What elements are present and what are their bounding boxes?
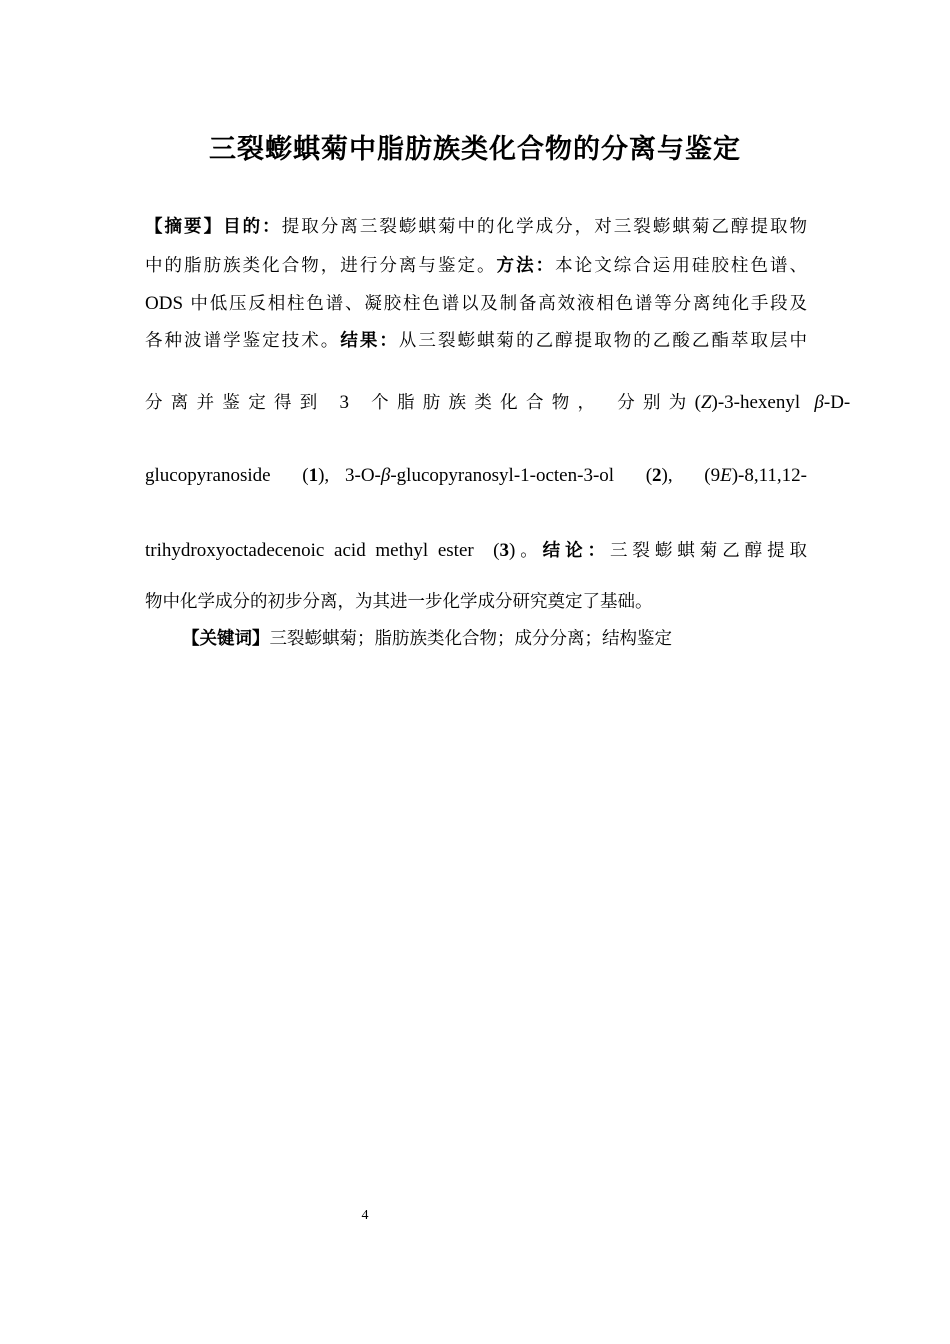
abstract-line-8 (145, 588, 807, 616)
abstract-line-7: trihydroxyoctadecenoic acid methyl ester (3)。结论：三裂蟛蜞菊乙醇提取 (145, 540, 808, 561)
result-text-b: 分离并鉴定得到 3 个脂肪族类化合物， 分别为 (145, 392, 695, 413)
compound-3-part-b: trihydroxyoctadecenoic acid methyl ester (3) (145, 540, 516, 561)
abstract-line-4 (145, 327, 807, 355)
abstract-line-5 (145, 389, 851, 417)
purpose-text-a: 提取分离三裂蟛蜞菊中的化学成分，对三裂蟛蜞菊乙醇提取物 (281, 217, 808, 237)
method-text-b: ODS 中低压反相柱色谱、凝胶柱色谱以及制备高效液相色谱等分离纯化手段及 (145, 293, 807, 314)
keywords-line (182, 625, 844, 653)
abstract-line-3 (145, 290, 807, 318)
abstract-label: 【摘要】 (145, 217, 224, 237)
keywords-label: 【关键词】 (182, 629, 270, 649)
method-text-a: 本论文综合运用硅胶柱色谱、 (555, 256, 808, 276)
method-text-c: 各种波谱学鉴定技术。 (145, 331, 341, 351)
compound-1-part-a: (Z)-3-hexenyl β-D- (694, 392, 851, 413)
result-label: 结果： (340, 331, 399, 351)
conclusion-label: 结论： (542, 541, 610, 561)
conclusion-text-b: 物中化学成分的初步分离，为其进一步化学成分研究奠定了基础。 (145, 592, 653, 612)
abstract-line-2 (145, 252, 807, 280)
abstract-line-6 (145, 462, 807, 490)
compound-1-part-b: glucopyranoside (1), 3-O-β-glucopyranosyl-1-octen-3-ol (2), (9E)-8,11,12- (145, 465, 808, 486)
page-number: 4 (361, 1208, 369, 1223)
abstract-line-1 (145, 213, 807, 241)
purpose-text-b: 中的脂肪族类化合物，进行分离与鉴定。 (145, 256, 497, 276)
page-title: 三裂蟛蜞菊中脂肪族类化合物的分离与鉴定 (209, 134, 741, 165)
result-text-a: 从三裂蟛蜞菊的乙醇提取物的乙酸乙酯萃取层中 (398, 331, 808, 351)
keywords-text: 三裂蟛蜞菊；脂肪族类化合物；成分分离；结构鉴定 (269, 629, 672, 649)
purpose-label: 目的： (223, 217, 282, 237)
conclusion-text-a: 三裂蟛蜞菊乙醇提取 (609, 541, 808, 561)
method-label: 方法： (496, 256, 556, 276)
